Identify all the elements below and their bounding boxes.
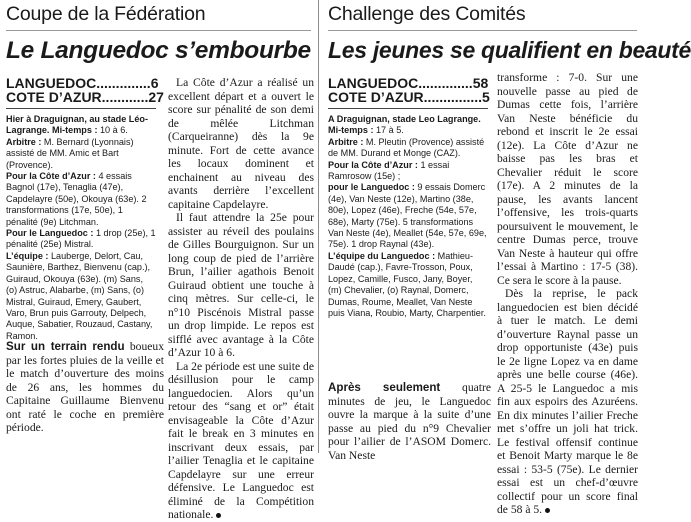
section-kicker: Coupe de la Fédération: [6, 3, 206, 25]
team2-score: 5: [482, 89, 490, 105]
team2-scorers: 4 essais Bagnol (17e), Tenaglia (47e), Capdelayre (50e), Okouya (63e). 2 transformations (17e, 50e), 1 pénalité (9e) Litchman.: [6, 171, 147, 227]
halftime-label: Mi-temps :: [52, 125, 98, 136]
team2-name: COTE D’AZUR: [328, 89, 424, 105]
match-place: Hier à Draguignan, au stade Léo-Lagrange.: [6, 114, 148, 136]
team1-scorers-label: pour le Languedoc :: [328, 182, 415, 193]
column-divider: [318, 0, 319, 453]
body-paragraph: Dès la reprise, le pack languedocien est bien décidé à tuer le match. Le demi d’ouverture Raynal passe un drop opportuniste (43e) puis le 2e ligne Lopez va en dame après une belle course (46e). A 25-5 le Languedoc a mis fin aux espoirs des Azuréens. En dix minutes l’ailier Freche met s’offre un joli hat trick. Le festival offensif continue et Benoit Marty marque le 8e essai : 53-5 (75e). Le dernier essai est un chef-d’œuvre collectif pour un score final de 58 à 5.: [497, 287, 638, 516]
end-mark: [545, 508, 550, 513]
team1-score: 6: [150, 75, 159, 91]
score-divider: [328, 108, 488, 109]
story-text: quatre minutes de jeu, le Languedoc ouvre la marque à la suite d’une passe au pied du n°9 Chevalier pour l’ailier de l’ASOM Domerc. Van Neste: [328, 381, 491, 462]
body-paragraph: La Côte d’Azur a réalisé un excellent départ et a ouvert le score sur pénalité de son demi de mêlée Litchman (Carqueiranne) dès la 9e minute. Fort de cette avance les locaux dominent et enchainent au niveau des avants derrière l’excellent capitaine Capdelayre.: [168, 76, 314, 211]
headline: Les jeunes se qualifient en beauté: [328, 37, 691, 63]
team2-dots: ............: [101, 89, 149, 105]
team1-scorers-label: Pour le Languedoc :: [6, 228, 94, 239]
story-intro: [6, 340, 164, 435]
team1-dots: ..............: [418, 75, 473, 91]
referee-label: Arbitre :: [328, 136, 364, 147]
team1-scorers: 1 drop (25e), 1 pénalité (25e) Mistral.: [6, 228, 156, 250]
body-paragraph: La 2e période est une suite de désillusion pour le camp languedocien. Alors qu’un retour des “sang et or” était envisageable la Côte d’Azur fait le break en 3 minutes en inscrivant deux essais, par l’ailier Tenaglia et le capitaine Capdelayre sur une erreur défensive. Le Languedoc est éliminé de la Compétition nationale.: [168, 359, 314, 521]
end-mark: [216, 513, 221, 518]
headline: Le Languedoc s’embourbe: [6, 37, 311, 64]
lineup-label: L’équipe du Languedoc :: [328, 250, 436, 261]
story-lead: Sur un terrain rendu: [6, 340, 125, 353]
halftime-value: 10 à 6.: [97, 125, 128, 136]
article-body: [168, 76, 314, 522]
body-paragraph: Il faut attendre la 25e pour assister au réveil des poulains de Gilles Bourguignon. Sur un long coup de pied de l’arrière Brun, l’ailier agathois Benoit Guiraud obtient une touche à cinq mètres. Sur celle-ci, le n°10 Piscénois Mistral passe un drop limpide. Le repos est sifflé avec avantage à la Côte d’Azur 10 à 6.: [168, 211, 314, 359]
story-intro: [328, 381, 491, 462]
body-paragraph: transforme : 7-0. Sur une nouvelle passe au pied de Dumas cette fois, l’arrière Van Neste bénéficie du rebond et inscrit le 2e essai (12e). La Côte d’Azur ne baisse pas les bras et Chevalier réduit le score (17e). A 2 minutes de la pause, les avants lancent l’offensive, les trois-quarts poursuivent le mouvement, le centre Dumas perce, trouve Van Neste à hauteur qui offre l’essai à Martino : 17-5 (38). Ce sera le score à la pause.: [497, 71, 638, 287]
article-coupe-federation: [0, 0, 315, 521]
team2-score: 27: [148, 89, 164, 105]
kicker-rule: [328, 30, 637, 31]
match-info: [6, 114, 156, 342]
team2-dots: ...............: [423, 89, 483, 105]
team2-scorers-label: Pour la Côte d’Azur :: [6, 171, 96, 182]
referee-value: M. Bernard (Lyonnais) assisté de MM. Amic et Bart (Provence).: [6, 136, 134, 170]
match-info: [328, 114, 488, 319]
team2-scorers-label: Pour la Côte d’Azur :: [328, 159, 418, 170]
story-text: boueux par les fortes pluies de la veille et le match d’ouverture des moins de 26 ans, les hommes du Capitaine Guillaume Bienvenu ont raté le coche en première période.: [6, 340, 165, 434]
lineup-label: L’équipe :: [6, 250, 49, 261]
team2-name: COTE D’AZUR: [6, 89, 102, 105]
lineup-value: Mathieu-Daudé (cap.), Favre-Trosson, Poux, Lopez, Camille, Fusco, Jany, Boyer, (m) Chevalier, (o) Raynal, Domerc, Dumas, Roume, Meallet, Van Neste puis Viana, Roubio, Marty, Charpentier.: [328, 250, 486, 318]
halftime-label: Mi-temps :: [328, 125, 374, 136]
team1-score: 58: [472, 75, 489, 91]
team1-name: LANGUEDOC: [328, 75, 419, 91]
team2-scorers: 1 essai Ramrosow (15e) ;: [328, 159, 450, 182]
article-challenge-comites: [322, 0, 691, 516]
score-line-team2: [328, 90, 488, 104]
score-line-team1: [328, 76, 488, 90]
match-place: A Draguignan, stade Leo Lagrange.: [328, 114, 481, 124]
team1-dots: ..............: [96, 75, 151, 91]
kicker-rule: [6, 30, 311, 31]
section-kicker: Challenge des Comités: [328, 3, 526, 25]
referee-value: M. Pleutin (Provence) assisté de MM. Durand et Monge (CAZ).: [328, 136, 485, 159]
score-line-team1: [6, 75, 159, 91]
story-lead: Après seulement: [328, 381, 441, 394]
referee-label: Arbitre :: [6, 136, 42, 147]
team1-scorers: 9 essais Domerc (4e), Van Neste (12e), Martino (38e, 80e), Lopez (46e), Freche (54e, 57e, 68e), Marty (75e). 5 transformations Van Neste (4e), Meallet (54e, 57e, 69e, 75e). 1 drop Raynal (43e).: [328, 182, 487, 250]
score-line-team2: [6, 89, 164, 105]
score-divider: [6, 108, 156, 109]
halftime-value: 17 à 5.: [373, 125, 404, 136]
lineup-value: Lauberge, Delort, Cau, Saunière, Barthez, Bienvenu (cap.), Guiraud, Okouya (63e). (m) Sans, (o) Astruc, Alabarbe, (m) Sans, (o) Mistral, Guiraud, Emery, Gaubert, Varo, Brun puis Garrouty, Delpech, Auque, Sabatier, Rouzaud, Castany, Ramon.: [6, 250, 153, 341]
team1-name: LANGUEDOC: [6, 75, 97, 91]
article-body: [497, 71, 638, 517]
